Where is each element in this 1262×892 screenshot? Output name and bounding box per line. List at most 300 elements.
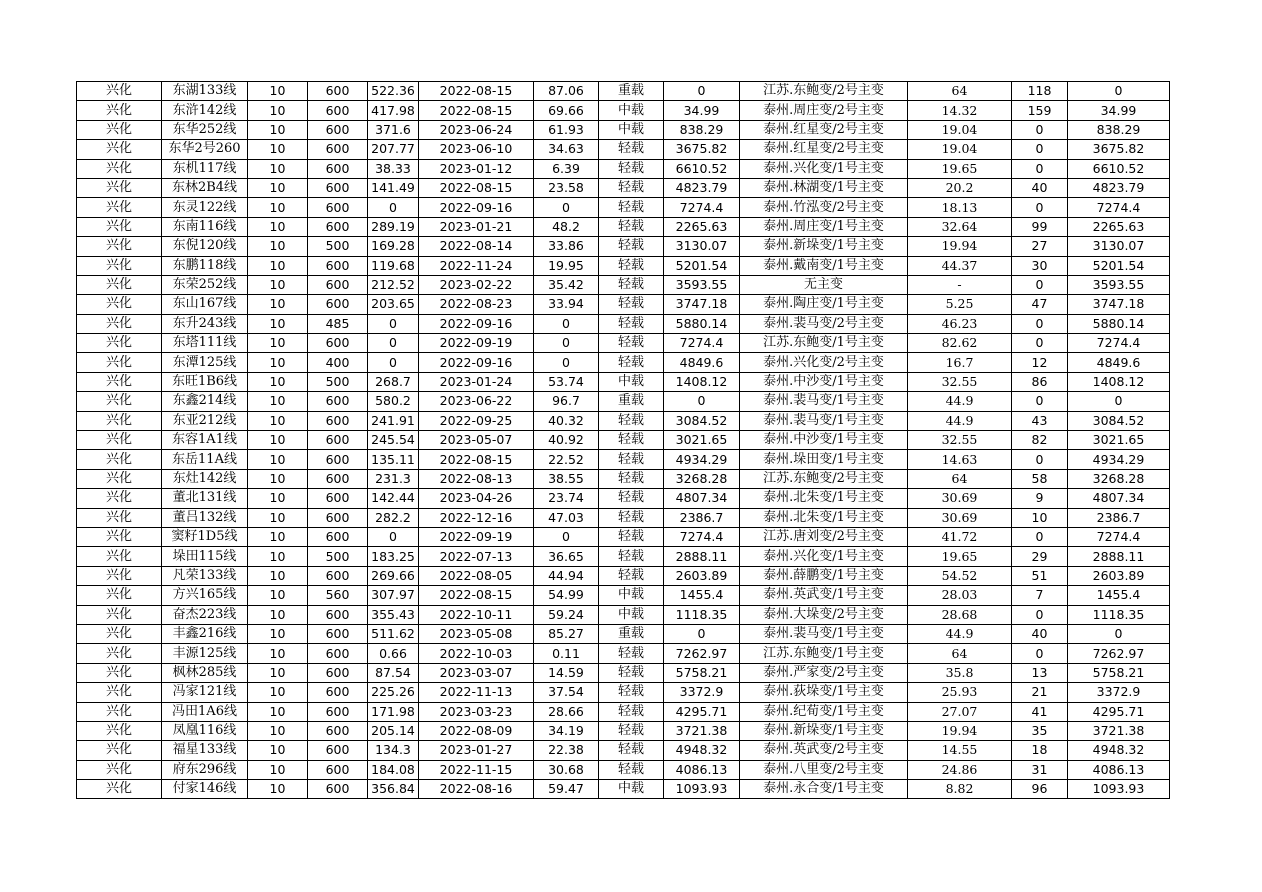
table-cell: 32.55: [908, 372, 1012, 391]
table-cell: 838.29: [1068, 120, 1170, 139]
table-cell: 28.66: [534, 702, 599, 721]
table-cell: 东华252线: [162, 120, 248, 139]
table-cell: 轻载: [599, 198, 664, 217]
table-cell: 兴化: [77, 314, 162, 333]
table-row: [77, 237, 1170, 256]
table-cell: 20.2: [908, 178, 1012, 197]
table-cell: 2603.89: [664, 566, 740, 585]
table-cell: 485: [308, 314, 368, 333]
table-cell: 9: [1012, 489, 1068, 508]
table-cell: 19.04: [908, 140, 1012, 159]
table-cell: 46.23: [908, 314, 1012, 333]
table-cell: 47.03: [534, 508, 599, 527]
table-cell: 2022-11-24: [419, 256, 534, 275]
table-cell: 3747.18: [1068, 295, 1170, 314]
table-cell: 中载: [599, 586, 664, 605]
table-cell: 兴化: [77, 295, 162, 314]
table-cell: 兴化: [77, 586, 162, 605]
table-cell: 99: [1012, 217, 1068, 236]
table-cell: 兴化: [77, 547, 162, 566]
table-cell: 10: [248, 120, 308, 139]
table-cell: 44.94: [534, 566, 599, 585]
table-cell: 19.65: [908, 159, 1012, 178]
table-cell: 86: [1012, 372, 1068, 391]
table-cell: 21: [1012, 683, 1068, 702]
table-cell: 7274.4: [664, 527, 740, 546]
table-cell: 2022-08-13: [419, 469, 534, 488]
table-cell: 泰州.裴马变/1号主变: [740, 392, 908, 411]
table-cell: 10: [248, 256, 308, 275]
table-cell: 14.59: [534, 663, 599, 682]
table-cell: 61.93: [534, 120, 599, 139]
table-cell: 10: [248, 101, 308, 120]
table-cell: 600: [308, 566, 368, 585]
table-cell: 36.65: [534, 547, 599, 566]
table-cell: 中载: [599, 372, 664, 391]
table-cell: 垛田115线: [162, 547, 248, 566]
table-cell: 10: [248, 624, 308, 643]
table-cell: 600: [308, 411, 368, 430]
table-cell: 203.65: [368, 295, 419, 314]
table-cell: 东华2号260: [162, 140, 248, 159]
table-cell: 22.52: [534, 450, 599, 469]
table-cell: 2023-05-08: [419, 624, 534, 643]
table-cell: 5.25: [908, 295, 1012, 314]
table-cell: 600: [308, 624, 368, 643]
table-cell: 4295.71: [664, 702, 740, 721]
table-cell: 41.72: [908, 527, 1012, 546]
table-cell: 轻载: [599, 741, 664, 760]
table-cell: 24.86: [908, 760, 1012, 779]
table-cell: 96.7: [534, 392, 599, 411]
table-cell: 兴化: [77, 780, 162, 799]
table-cell: 泰州.兴化变/2号主变: [740, 353, 908, 372]
table-row: [77, 508, 1170, 527]
table-cell: 28.68: [908, 605, 1012, 624]
table-cell: 600: [308, 256, 368, 275]
table-cell: 2023-01-27: [419, 741, 534, 760]
table-cell: 183.25: [368, 547, 419, 566]
table-cell: 119.68: [368, 256, 419, 275]
table-cell: 兴化: [77, 178, 162, 197]
table-cell: 0.66: [368, 644, 419, 663]
table-cell: 85.27: [534, 624, 599, 643]
table-row: [77, 178, 1170, 197]
table-cell: 兴化: [77, 140, 162, 159]
table-cell: 10: [248, 586, 308, 605]
table-cell: 600: [308, 178, 368, 197]
table-cell: 重载: [599, 624, 664, 643]
table-cell: 兴化: [77, 334, 162, 353]
table-cell: 兴化: [77, 217, 162, 236]
table-cell: 12: [1012, 353, 1068, 372]
table-cell: 27.07: [908, 702, 1012, 721]
table-cell: 兴化: [77, 450, 162, 469]
table-cell: 2022-09-16: [419, 353, 534, 372]
table-cell: 6610.52: [1068, 159, 1170, 178]
table-cell: 兴化: [77, 469, 162, 488]
table-cell: 142.44: [368, 489, 419, 508]
table-cell: 2022-09-19: [419, 334, 534, 353]
table-cell: 东鹏118线: [162, 256, 248, 275]
table-cell: 600: [308, 295, 368, 314]
table-cell: 泰州.薛鹏变/1号主变: [740, 566, 908, 585]
table-cell: 10: [248, 702, 308, 721]
table-cell: 7: [1012, 586, 1068, 605]
table-cell: 212.52: [368, 275, 419, 294]
table-cell: 6.39: [534, 159, 599, 178]
table-cell: 2023-01-12: [419, 159, 534, 178]
table-cell: 7274.4: [1068, 334, 1170, 353]
table-cell: 泰州.大垛变/2号主变: [740, 605, 908, 624]
table-cell: 0: [368, 353, 419, 372]
table-cell: 3130.07: [664, 237, 740, 256]
table-cell: 泰州.竹泓变/2号主变: [740, 198, 908, 217]
table-cell: 江苏.东鲍变/1号主变: [740, 334, 908, 353]
table-cell: 董吕132线: [162, 508, 248, 527]
table-cell: 泰州.周庄变/2号主变: [740, 101, 908, 120]
table-cell: 59.47: [534, 780, 599, 799]
table-cell: 34.99: [1068, 101, 1170, 120]
table-cell: 10: [248, 237, 308, 256]
table-cell: 泰州.裴马变/2号主变: [740, 314, 908, 333]
table-cell: 0: [1012, 120, 1068, 139]
table-cell: 兴化: [77, 392, 162, 411]
table-cell: 兴化: [77, 120, 162, 139]
table-cell: 4934.29: [1068, 450, 1170, 469]
table-cell: 东旺1B6线: [162, 372, 248, 391]
table-cell: 泰州.红星变/2号主变: [740, 140, 908, 159]
table-cell: 3021.65: [1068, 431, 1170, 450]
table-cell: 冯家121线: [162, 683, 248, 702]
table-cell: 10: [248, 644, 308, 663]
table-cell: 0.11: [534, 644, 599, 663]
table-cell: 兴化: [77, 624, 162, 643]
table-cell: 269.66: [368, 566, 419, 585]
table-cell: 3372.9: [664, 683, 740, 702]
table-cell: 82: [1012, 431, 1068, 450]
table-row: [77, 159, 1170, 178]
table-cell: 205.14: [368, 721, 419, 740]
table-row: [77, 82, 1170, 101]
table-body: [77, 82, 1170, 799]
table-cell: 董北131线: [162, 489, 248, 508]
table-cell: 兴化: [77, 527, 162, 546]
table-cell: 159: [1012, 101, 1068, 120]
table-cell: 泰州.戴南变/1号主变: [740, 256, 908, 275]
table-cell: 64: [908, 644, 1012, 663]
table-cell: 87.54: [368, 663, 419, 682]
table-cell: 169.28: [368, 237, 419, 256]
table-cell: -: [908, 275, 1012, 294]
table-cell: 泰州.垛田变/1号主变: [740, 450, 908, 469]
table-cell: 4948.32: [1068, 741, 1170, 760]
table-cell: 600: [308, 760, 368, 779]
table-cell: 0: [368, 198, 419, 217]
table-cell: 600: [308, 469, 368, 488]
table-cell: 34.63: [534, 140, 599, 159]
table-cell: 中载: [599, 120, 664, 139]
table-row: [77, 721, 1170, 740]
table-cell: 600: [308, 702, 368, 721]
table-cell: 中载: [599, 780, 664, 799]
table-cell: 2022-08-16: [419, 780, 534, 799]
table-cell: 600: [308, 140, 368, 159]
table-cell: 40.32: [534, 411, 599, 430]
table-cell: 3268.28: [1068, 469, 1170, 488]
table-cell: 1455.4: [1068, 586, 1170, 605]
table-cell: 3372.9: [1068, 683, 1170, 702]
table-row: [77, 450, 1170, 469]
table-cell: 29: [1012, 547, 1068, 566]
table-cell: 135.11: [368, 450, 419, 469]
table-cell: 2023-01-21: [419, 217, 534, 236]
table-cell: 2022-08-15: [419, 450, 534, 469]
table-cell: 43: [1012, 411, 1068, 430]
table-cell: 东容1A1线: [162, 431, 248, 450]
table-cell: 2023-06-24: [419, 120, 534, 139]
table-cell: 14.32: [908, 101, 1012, 120]
table-row: [77, 120, 1170, 139]
table-cell: 10: [248, 741, 308, 760]
table-cell: 1093.93: [664, 780, 740, 799]
table-cell: 10: [248, 140, 308, 159]
table-cell: 58: [1012, 469, 1068, 488]
table-cell: 19.65: [908, 547, 1012, 566]
table-cell: 600: [308, 431, 368, 450]
table-cell: 41: [1012, 702, 1068, 721]
table-row: [77, 489, 1170, 508]
table-cell: 东鑫214线: [162, 392, 248, 411]
table-cell: 44.9: [908, 624, 1012, 643]
table-cell: 35: [1012, 721, 1068, 740]
table-cell: 600: [308, 780, 368, 799]
table-cell: 泰州.红星变/2号主变: [740, 120, 908, 139]
table-cell: 泰州.兴化变/1号主变: [740, 159, 908, 178]
table-cell: 600: [308, 198, 368, 217]
table-cell: 14.63: [908, 450, 1012, 469]
table-cell: 600: [308, 683, 368, 702]
table-cell: 225.26: [368, 683, 419, 702]
table-cell: 0: [1068, 82, 1170, 101]
table-cell: 600: [308, 741, 368, 760]
table-row: [77, 353, 1170, 372]
table-cell: 600: [308, 663, 368, 682]
table-cell: 0: [368, 527, 419, 546]
table-cell: 轻载: [599, 217, 664, 236]
table-cell: 2023-06-10: [419, 140, 534, 159]
table-row: [77, 547, 1170, 566]
table-cell: 2022-11-13: [419, 683, 534, 702]
table-cell: 59.24: [534, 605, 599, 624]
table-cell: 600: [308, 82, 368, 101]
table-cell: 4086.13: [1068, 760, 1170, 779]
table-cell: 0: [1012, 605, 1068, 624]
table-cell: 东塔111线: [162, 334, 248, 353]
table-cell: 10: [248, 760, 308, 779]
table-row: [77, 431, 1170, 450]
table-cell: 轻载: [599, 431, 664, 450]
table-cell: 兴化: [77, 760, 162, 779]
table-cell: 10: [248, 372, 308, 391]
table-cell: 2022-09-25: [419, 411, 534, 430]
table-cell: 奋杰223线: [162, 605, 248, 624]
table-cell: 2023-03-07: [419, 663, 534, 682]
table-cell: 33.94: [534, 295, 599, 314]
table-cell: 54.52: [908, 566, 1012, 585]
table-row: [77, 605, 1170, 624]
table-cell: 2022-09-19: [419, 527, 534, 546]
table-cell: 371.6: [368, 120, 419, 139]
table-row: [77, 780, 1170, 799]
table-cell: 10: [248, 431, 308, 450]
table-cell: 10: [248, 295, 308, 314]
table-cell: 10: [248, 353, 308, 372]
table-row: [77, 275, 1170, 294]
table-cell: 东灵122线: [162, 198, 248, 217]
table-cell: 2023-04-26: [419, 489, 534, 508]
table-cell: 600: [308, 721, 368, 740]
table-cell: 轻载: [599, 547, 664, 566]
table-cell: 27: [1012, 237, 1068, 256]
table-cell: 兴化: [77, 372, 162, 391]
table-cell: 兴化: [77, 683, 162, 702]
table-cell: 44.9: [908, 411, 1012, 430]
table-cell: 10: [248, 508, 308, 527]
table-cell: 东升243线: [162, 314, 248, 333]
table-cell: 5201.54: [664, 256, 740, 275]
table-cell: 600: [308, 508, 368, 527]
table-cell: 171.98: [368, 702, 419, 721]
table-cell: 江苏.东鲍变/1号主变: [740, 644, 908, 663]
table-cell: 2023-06-22: [419, 392, 534, 411]
table-cell: 0: [1012, 450, 1068, 469]
table-cell: 泰州.新垛变/1号主变: [740, 721, 908, 740]
table-cell: 泰州.纪荀变/1号主变: [740, 702, 908, 721]
table-cell: 江苏.东鲍变/2号主变: [740, 82, 908, 101]
table-cell: 54.99: [534, 586, 599, 605]
table-row: [77, 411, 1170, 430]
table-cell: 3747.18: [664, 295, 740, 314]
table-cell: 4934.29: [664, 450, 740, 469]
table-cell: 兴化: [77, 411, 162, 430]
table-cell: 5201.54: [1068, 256, 1170, 275]
table-cell: 500: [308, 547, 368, 566]
table-cell: 0: [664, 82, 740, 101]
table-cell: 1093.93: [1068, 780, 1170, 799]
table-cell: 18: [1012, 741, 1068, 760]
table-cell: 2022-08-15: [419, 178, 534, 197]
table-cell: 10: [248, 663, 308, 682]
table-cell: 兴化: [77, 605, 162, 624]
table-cell: 2603.89: [1068, 566, 1170, 585]
table-cell: 轻载: [599, 237, 664, 256]
table-cell: 600: [308, 489, 368, 508]
table-cell: 泰州.北朱变/1号主变: [740, 489, 908, 508]
table-cell: 10: [248, 527, 308, 546]
table-cell: 东机117线: [162, 159, 248, 178]
table-cell: 东荣252线: [162, 275, 248, 294]
table-cell: 东岳11A线: [162, 450, 248, 469]
table-cell: 2022-10-11: [419, 605, 534, 624]
table-cell: 轻载: [599, 469, 664, 488]
table-cell: 3021.65: [664, 431, 740, 450]
table-cell: 47: [1012, 295, 1068, 314]
table-cell: 轻载: [599, 721, 664, 740]
table-cell: 231.3: [368, 469, 419, 488]
table-cell: 289.19: [368, 217, 419, 236]
table-cell: 兴化: [77, 508, 162, 527]
table-cell: 19.94: [908, 237, 1012, 256]
table-cell: 0: [534, 334, 599, 353]
table-cell: 10: [248, 721, 308, 740]
table-cell: 轻载: [599, 760, 664, 779]
table-cell: 东亚212线: [162, 411, 248, 430]
table-cell: 枫林285线: [162, 663, 248, 682]
table-cell: 府东296线: [162, 760, 248, 779]
table-cell: 泰州.裴马变/1号主变: [740, 411, 908, 430]
table-cell: 0: [534, 198, 599, 217]
table-cell: 7274.4: [664, 198, 740, 217]
table-cell: 7262.97: [1068, 644, 1170, 663]
table-cell: 245.54: [368, 431, 419, 450]
table-cell: 207.77: [368, 140, 419, 159]
table-cell: 23.74: [534, 489, 599, 508]
table-cell: 轻载: [599, 489, 664, 508]
table-cell: 32.55: [908, 431, 1012, 450]
table-cell: 2022-12-16: [419, 508, 534, 527]
table-cell: 30.69: [908, 508, 1012, 527]
table-cell: 48.2: [534, 217, 599, 236]
table-cell: 兴化: [77, 275, 162, 294]
table-cell: 泰州.严家变/2号主变: [740, 663, 908, 682]
table-row: [77, 527, 1170, 546]
table-cell: 2022-08-15: [419, 82, 534, 101]
table-row: [77, 644, 1170, 663]
table-cell: 307.97: [368, 586, 419, 605]
table-cell: 泰州.裴马变/1号主变: [740, 624, 908, 643]
table-row: [77, 663, 1170, 682]
table-cell: 10: [248, 159, 308, 178]
table-cell: 87.06: [534, 82, 599, 101]
table-cell: 7274.4: [664, 334, 740, 353]
table-cell: 泰州.中沙变/1号主变: [740, 431, 908, 450]
table-cell: 118: [1012, 82, 1068, 101]
table-cell: 重载: [599, 82, 664, 101]
table-cell: 0: [368, 334, 419, 353]
table-cell: 轻载: [599, 450, 664, 469]
table-cell: 10: [248, 314, 308, 333]
table-cell: 泰州.林湖变/1号主变: [740, 178, 908, 197]
table-cell: 重载: [599, 392, 664, 411]
table-cell: 600: [308, 392, 368, 411]
table-cell: 23.58: [534, 178, 599, 197]
table-cell: 600: [308, 217, 368, 236]
table-row: [77, 586, 1170, 605]
table-cell: 7262.97: [664, 644, 740, 663]
table-cell: 0: [1012, 140, 1068, 159]
table-cell: 1118.35: [664, 605, 740, 624]
table-cell: 44.9: [908, 392, 1012, 411]
table-cell: 30.68: [534, 760, 599, 779]
table-cell: 4295.71: [1068, 702, 1170, 721]
table-cell: 184.08: [368, 760, 419, 779]
feeder-load-table: [76, 81, 1170, 799]
table-cell: 2888.11: [1068, 547, 1170, 566]
table-cell: 10: [248, 178, 308, 197]
table-cell: 兴化: [77, 82, 162, 101]
table-cell: 轻载: [599, 256, 664, 275]
